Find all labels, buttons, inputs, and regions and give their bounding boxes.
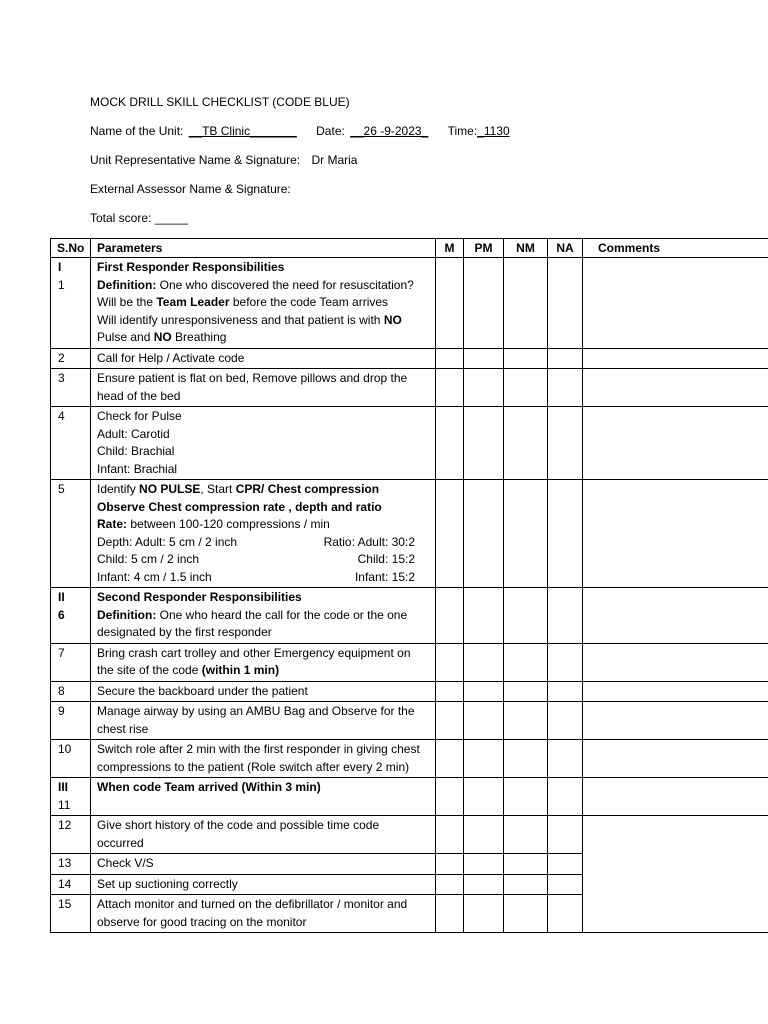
nm-cell[interactable]	[504, 681, 548, 702]
pm-cell[interactable]	[464, 874, 504, 895]
row-number: 1	[58, 277, 65, 292]
pm-cell[interactable]	[464, 480, 504, 588]
score-label: Total score:	[90, 211, 152, 225]
m-cell[interactable]	[436, 369, 464, 407]
na-cell[interactable]	[548, 407, 583, 480]
pm-cell[interactable]	[464, 369, 504, 407]
parameter-cell: Give short history of the code and possible time code occurred	[91, 816, 436, 854]
row-number: 6	[58, 607, 65, 622]
row-number: 14	[51, 874, 91, 895]
assessor-label: External Assessor Name & Signature:	[90, 182, 291, 196]
na-cell[interactable]	[548, 816, 583, 854]
table-row	[51, 778, 768, 816]
pm-cell[interactable]	[464, 895, 504, 933]
score-value: _____	[154, 211, 189, 225]
parameter-cell: Set up suctioning correctly	[91, 874, 436, 895]
nm-cell[interactable]	[504, 348, 548, 369]
m-cell[interactable]	[436, 816, 464, 854]
na-cell[interactable]	[548, 874, 583, 895]
row-number: 4	[51, 407, 91, 480]
depth-ratio-line: Depth: Adult: 5 cm / 2 inch Ratio: Adult: 30:2	[97, 534, 415, 549]
pm-cell[interactable]	[464, 702, 504, 740]
depth-ratio-line: Infant: 4 cm / 1.5 inch Infant: 15:2	[97, 569, 415, 584]
comments-cell[interactable]	[583, 369, 768, 407]
score-line	[90, 211, 188, 226]
row-number: 5	[51, 480, 91, 588]
na-cell[interactable]	[548, 643, 583, 681]
pm-cell[interactable]	[464, 681, 504, 702]
sno-cell	[51, 588, 91, 644]
m-cell[interactable]	[436, 258, 464, 349]
m-cell[interactable]	[436, 643, 464, 681]
pm-cell[interactable]	[464, 740, 504, 778]
parameter-cell: Ensure patient is flat on bed, Remove pillows and drop the head of the bed	[91, 369, 436, 407]
comments-cell[interactable]	[583, 407, 768, 480]
comments-cell-merged[interactable]	[583, 816, 768, 933]
nm-cell[interactable]	[504, 740, 548, 778]
table-header-row	[51, 239, 768, 258]
nm-cell[interactable]	[504, 895, 548, 933]
nm-cell[interactable]	[504, 588, 548, 644]
nm-cell[interactable]	[504, 480, 548, 588]
nm-cell[interactable]	[504, 854, 548, 875]
parameter-cell: Attach monitor and turned on the defibrillator / monitor and observe for good tracing on the monitor	[91, 895, 436, 933]
parameter-cell	[91, 258, 436, 349]
comments-cell[interactable]	[583, 588, 768, 644]
col-header-sno: S.No	[51, 239, 91, 258]
parameter-cell	[91, 588, 436, 644]
table-row	[51, 407, 768, 480]
m-cell[interactable]	[436, 740, 464, 778]
parameter-cell	[91, 407, 436, 480]
table-row	[51, 369, 768, 407]
nm-cell[interactable]	[504, 778, 548, 816]
col-header-na: NA	[548, 239, 583, 258]
table-row	[51, 258, 768, 349]
na-cell[interactable]	[548, 854, 583, 875]
sno-cell	[51, 258, 91, 349]
table-row	[51, 740, 768, 778]
na-cell[interactable]	[548, 681, 583, 702]
table-row	[51, 588, 768, 644]
parameter-line: Pulse and NO Breathing	[97, 330, 227, 344]
parameter-line: Child: Brachial	[97, 444, 175, 458]
col-header-pm: PM	[464, 239, 504, 258]
parameter-line: Observe Chest compression rate , depth and ratio	[97, 499, 382, 514]
time-label: Time:	[447, 124, 478, 138]
nm-cell[interactable]	[504, 369, 548, 407]
m-cell[interactable]	[436, 895, 464, 933]
comments-cell[interactable]	[583, 702, 768, 740]
m-cell[interactable]	[436, 854, 464, 875]
col-header-nm: NM	[504, 239, 548, 258]
document-title: MOCK DRILL SKILL CHECKLIST (CODE BLUE)	[90, 95, 350, 109]
table-row	[51, 480, 768, 588]
m-cell[interactable]	[436, 588, 464, 644]
na-cell[interactable]	[548, 369, 583, 407]
date-value: __26 -9-2023_	[350, 124, 429, 138]
unit-value: __TB Clinic_______	[188, 124, 297, 138]
time-value: _1130	[477, 124, 510, 138]
col-header-m: M	[436, 239, 464, 258]
depth-ratio-line: Child: 5 cm / 2 inch Child: 15:2	[97, 552, 415, 566]
m-cell[interactable]	[436, 874, 464, 895]
section-title: Second Responder Responsibilities	[97, 590, 302, 604]
definition-text: Definition: One who heard the call for the code or the one designated by the first responder	[97, 607, 408, 639]
section-number: II	[58, 590, 65, 604]
pm-cell[interactable]	[464, 588, 504, 644]
na-cell[interactable]	[548, 740, 583, 778]
nm-cell[interactable]	[504, 702, 548, 740]
parameter-line: Rate: between 100-120 compressions / min	[97, 517, 330, 531]
row-number: 10	[51, 740, 91, 778]
pm-cell[interactable]	[464, 778, 504, 816]
parameter-line: Will be the Team Leader before the code Team arrives	[97, 295, 389, 309]
na-cell[interactable]	[548, 778, 583, 816]
representative-value: Dr Maria	[311, 153, 358, 167]
parameter-cell: Call for Help / Activate code	[91, 348, 436, 369]
comments-cell[interactable]	[583, 348, 768, 369]
representative-label: Unit Representative Name & Signature:	[90, 153, 301, 167]
na-cell[interactable]	[548, 480, 583, 588]
date-label: Date:	[316, 124, 345, 138]
comments-cell[interactable]	[583, 778, 768, 816]
table-row	[51, 348, 768, 369]
parameter-cell: Secure the backboard under the patient	[91, 681, 436, 702]
na-cell[interactable]	[548, 258, 583, 349]
nm-cell[interactable]	[504, 874, 548, 895]
na-cell[interactable]	[548, 702, 583, 740]
m-cell[interactable]	[436, 681, 464, 702]
parameter-cell: Manage airway by using an AMBU Bag and Observe for the chest rise	[91, 702, 436, 740]
table-row	[51, 702, 768, 740]
section-title: First Responder Responsibilities	[97, 260, 285, 274]
parameter-line: Will identify unresponsiveness and that patient is with NO	[97, 312, 402, 327]
row-number: 7	[51, 643, 91, 681]
m-cell[interactable]	[436, 702, 464, 740]
parameter-cell	[91, 778, 436, 816]
section-number: I	[58, 260, 62, 274]
pm-cell[interactable]	[464, 348, 504, 369]
row-number: 15	[51, 895, 91, 933]
row-number: 8	[51, 681, 91, 702]
comments-cell[interactable]	[583, 258, 768, 349]
parameter-cell: Switch role after 2 min with the first responder in giving chest compressions to the patient (Role switch after every 2 min)	[91, 740, 436, 778]
pm-cell[interactable]	[464, 854, 504, 875]
row-number: 11	[58, 797, 71, 812]
comments-cell[interactable]	[583, 480, 768, 588]
nm-cell[interactable]	[504, 407, 548, 480]
m-cell[interactable]	[436, 348, 464, 369]
parameter-cell	[91, 480, 436, 588]
na-cell[interactable]	[548, 588, 583, 644]
unit-line	[90, 124, 510, 139]
assessor-line	[90, 182, 291, 197]
checklist-table	[50, 238, 768, 933]
pm-cell[interactable]	[464, 407, 504, 480]
parameter-line: Check for Pulse	[97, 409, 182, 423]
comments-cell[interactable]	[583, 740, 768, 778]
col-header-comments: Comments	[583, 239, 768, 258]
parameter-line: Identify NO PULSE, Start CPR/ Chest compression	[97, 482, 380, 496]
m-cell[interactable]	[436, 778, 464, 816]
row-number: 13	[51, 854, 91, 875]
table-row	[51, 681, 768, 702]
m-cell[interactable]	[436, 480, 464, 588]
pm-cell[interactable]	[464, 258, 504, 349]
unit-label: Name of the Unit:	[90, 124, 184, 138]
section-title: When code Team arrived (Within 3 min)	[97, 780, 321, 794]
table-row	[51, 816, 768, 854]
definition-text: Definition: One who discovered the need for resuscitation?	[97, 277, 414, 292]
representative-line	[90, 153, 357, 168]
row-number: 2	[51, 348, 91, 369]
col-header-parameters: Parameters	[91, 239, 436, 258]
row-number: 12	[51, 816, 91, 854]
sno-cell	[51, 778, 91, 816]
nm-cell[interactable]	[504, 258, 548, 349]
pm-cell[interactable]	[464, 816, 504, 854]
nm-cell[interactable]	[504, 816, 548, 854]
comments-cell[interactable]	[583, 681, 768, 702]
m-cell[interactable]	[436, 407, 464, 480]
comments-cell[interactable]	[583, 643, 768, 681]
row-number: 3	[51, 369, 91, 407]
pm-cell[interactable]	[464, 643, 504, 681]
parameter-line: Adult: Carotid	[97, 426, 170, 441]
row-number: 9	[51, 702, 91, 740]
parameter-cell: Check V/S	[91, 854, 436, 875]
nm-cell[interactable]	[504, 643, 548, 681]
na-cell[interactable]	[548, 895, 583, 933]
section-number: III	[58, 780, 69, 794]
parameter-cell: Bring crash cart trolley and other Emergency equipment on the site of the code (within 1 min)	[91, 643, 436, 681]
table-row	[51, 643, 768, 681]
na-cell[interactable]	[548, 348, 583, 369]
parameter-line: Infant: Brachial	[97, 461, 178, 476]
